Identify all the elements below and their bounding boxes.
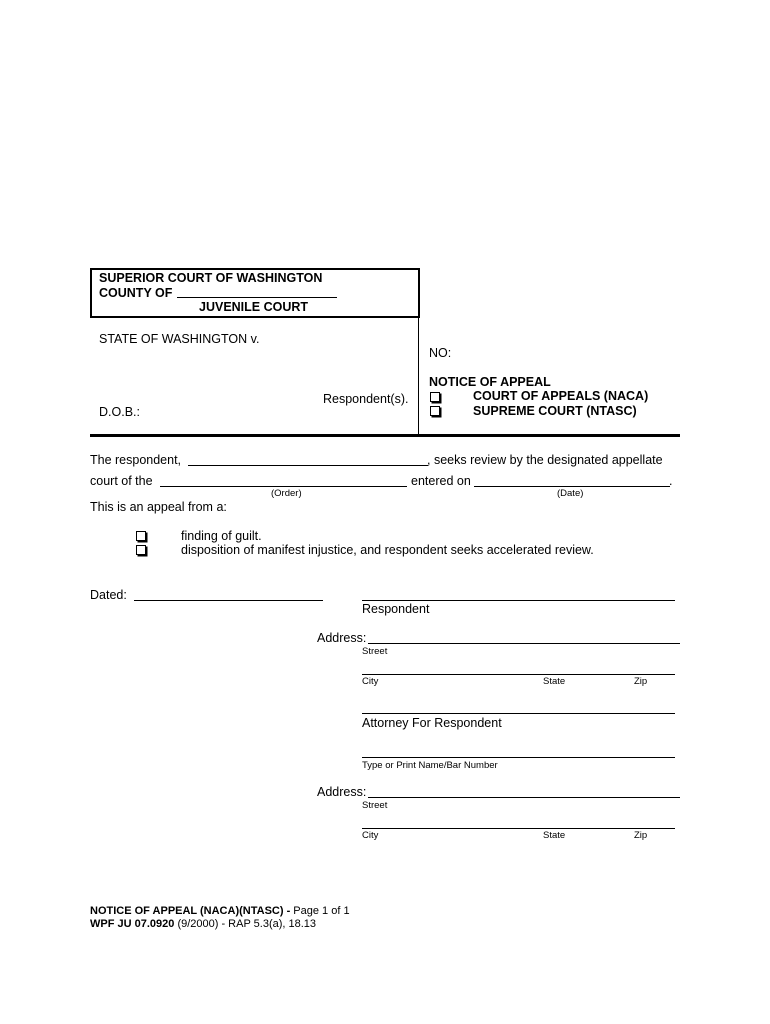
order-caption: (Order) [271, 488, 302, 499]
attorney-signature-line[interactable] [362, 713, 675, 714]
address-label: Address: [317, 631, 367, 645]
checkbox-manifest-injustice[interactable] [136, 545, 146, 555]
checkbox-finding-of-guilt[interactable] [136, 531, 146, 541]
attorney-street-field[interactable] [368, 797, 680, 798]
respondent-signature-label: Respondent [362, 602, 430, 616]
county-label: COUNTY OF [99, 286, 173, 300]
attorney-city-caption: City [362, 830, 379, 841]
state-caption: State [543, 676, 566, 687]
attorney-state-caption: State [543, 830, 566, 841]
respondents-label: Respondent(s). [323, 392, 409, 406]
respondent-signature-line[interactable] [362, 600, 675, 601]
print-name-field[interactable] [362, 757, 675, 758]
court-prefix: court of the [90, 474, 153, 488]
attorney-city-state-zip-field[interactable] [362, 828, 675, 829]
option-manifest-injustice: disposition of manifest injustice, and respondent seeks accelerated review. [181, 543, 594, 557]
attorney-street-caption: Street [362, 800, 388, 811]
footer-form-id: WPF JU 07.0920 [90, 918, 175, 930]
caption-divider-vertical [418, 268, 419, 435]
court-name: SUPERIOR COURT OF WASHINGTON [99, 271, 323, 285]
attorney-zip-caption: Zip [634, 830, 648, 841]
respondent-suffix: , seeks review by the designated appellate [427, 453, 663, 467]
juvenile-court-label: JUVENILE COURT [199, 300, 309, 314]
period: . [669, 474, 673, 488]
dated-label: Dated: [90, 588, 127, 602]
street-field[interactable] [368, 643, 680, 644]
footer-line-2 [90, 918, 316, 930]
entered-on-label: entered on [411, 474, 471, 488]
case-number-label: NO: [429, 346, 452, 360]
state-of-washington-label: STATE OF WASHINGTON v. [99, 332, 260, 346]
respondent-name-field[interactable] [188, 465, 428, 466]
respondent-prefix: The respondent, [90, 453, 182, 467]
city-state-zip-field[interactable] [362, 674, 675, 675]
footer-form-rest: (9/2000) - RAP 5.3(a), 18.13 [177, 918, 317, 930]
footer-page: Page 1 of 1 [293, 905, 350, 917]
option-finding-of-guilt: finding of guilt. [181, 529, 262, 543]
notice-title: NOTICE OF APPEAL [429, 375, 551, 389]
option-ntasc-label: SUPREME COURT (NTASC) [473, 404, 637, 418]
zip-caption: Zip [634, 676, 648, 687]
checkbox-naca[interactable] [430, 392, 440, 402]
footer-title: NOTICE OF APPEAL (NACA)(NTASC) - [90, 905, 291, 917]
date-field[interactable] [474, 486, 670, 487]
dob-label: D.O.B.: [99, 405, 140, 419]
checkbox-ntasc[interactable] [430, 406, 440, 416]
footer-line-1 [90, 905, 350, 917]
attorney-address-label: Address: [317, 785, 367, 799]
attorney-signature-label: Attorney For Respondent [362, 716, 502, 730]
city-caption: City [362, 676, 379, 687]
caption-divider-bottom [90, 434, 680, 437]
order-field[interactable] [160, 486, 407, 487]
county-field[interactable] [177, 297, 337, 298]
date-caption: (Date) [557, 488, 584, 499]
dated-field[interactable] [134, 600, 323, 601]
print-name-caption: Type or Print Name/Bar Number [362, 760, 498, 771]
street-caption: Street [362, 646, 388, 657]
appeal-from-label: This is an appeal from a: [90, 500, 227, 514]
option-naca-label: COURT OF APPEALS (NACA) [473, 389, 649, 403]
